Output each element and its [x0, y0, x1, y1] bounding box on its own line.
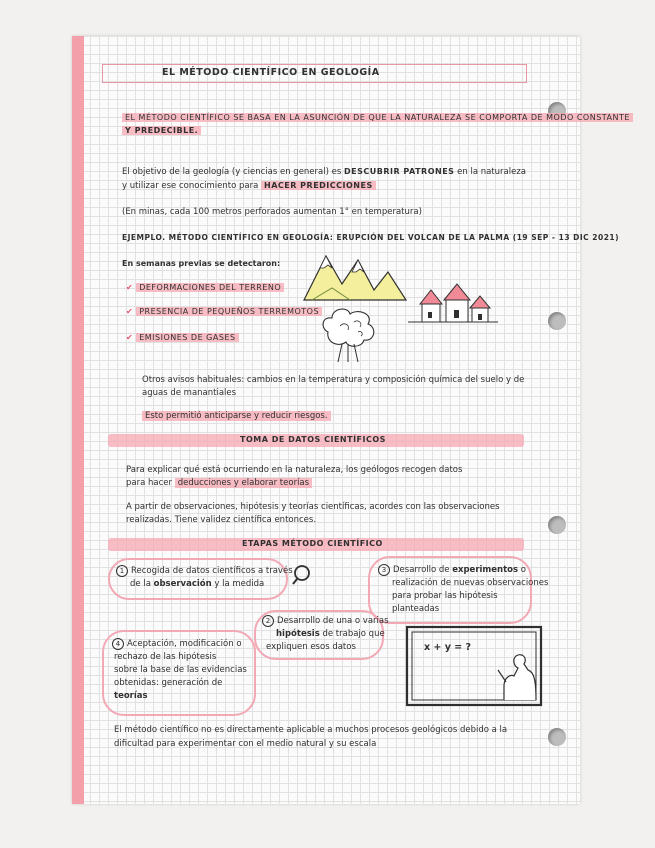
- section-title-stages: ETAPAS MÉTODO CIENTÍFICO: [242, 539, 383, 548]
- example-note: (En minas, cada 100 metros perforados aumentan 1° en temperatura): [122, 207, 422, 217]
- sign-item: ✔ DEFORMACIONES DEL TERRENO: [126, 282, 284, 294]
- stage-4-line-2: rechazo de las hipótesis: [114, 652, 217, 662]
- stage-2-line-1: 2 Desarrollo de una o varias: [262, 615, 389, 627]
- risk-line: Esto permitió anticiparse y reducir riesgos.: [142, 410, 331, 422]
- notebook-page: [72, 36, 630, 804]
- objective-line-2: y utilizar ese conocimiento para HACER PREDICCIONES: [122, 180, 376, 192]
- footer-line-2: dificultad para experimentar con el medio natural y su escala: [114, 739, 377, 749]
- smoke-plume-drawing: [318, 306, 382, 364]
- sign-item: ✔ EMISIONES DE GASES: [126, 332, 239, 344]
- stage-2-line-2: hipótesis de trabajo que: [276, 629, 385, 639]
- sign-item: ✔ PRESENCIA DE PEQUEÑOS TERREMOTOS: [126, 306, 322, 318]
- stage-4-line-3: sobre la base de las evidencias: [114, 665, 247, 675]
- stage-2-line-3: expliquen esos datos: [266, 642, 356, 652]
- footer-line-1: El método científico no es directamente aplicable a muchos procesos geológicos debido a la: [114, 725, 508, 735]
- stage-1-line-1: 1 Recogida de datos científicos a través: [116, 565, 293, 577]
- town-drawing: [408, 280, 500, 328]
- section-title-data: TOMA DE DATOS CIENTÍFICOS: [240, 435, 386, 444]
- weeks-before: En semanas previas se detectaron:: [122, 259, 281, 268]
- page-title: EL MÉTODO CIENTÍFICO EN GEOLOGÍA: [162, 67, 380, 78]
- stage-3-line-2: realización de nuevas observaciones: [392, 578, 549, 588]
- stage-4-line-5: teorías: [114, 691, 148, 701]
- stage-1-line-2: de la observación y la medida: [130, 579, 265, 589]
- binder-hole: [548, 312, 566, 330]
- other-signs-line-2: aguas de manantiales: [142, 388, 237, 398]
- from-obs-line-2: realizadas. Tiene validez científica entonces.: [126, 515, 317, 525]
- explain-line-2: para hacer deducciones y elaborar teorías: [126, 477, 312, 489]
- magnifier-icon: [292, 564, 314, 586]
- objective-line-1: El objetivo de la geología (y ciencias en general) es DESCUBRIR PATRONES en la naturaleza: [122, 167, 527, 177]
- binder-hole: [548, 516, 566, 534]
- stage-3-line-1: 3 Desarrollo de experimentos o: [378, 564, 526, 576]
- example-title: EJEMPLO. MÉTODO CIENTÍFICO EN GEOLOGÍA: ERUPCIÓN DEL VOLCAN DE LA PALMA (19 SEP - 13 DIC 2021): [122, 233, 620, 242]
- binder-hole: [548, 728, 566, 746]
- intro-line-2: Y PREDECIBLE.: [122, 125, 201, 137]
- explain-line-1: Para explicar qué está ocurriendo en la naturaleza, los geólogos recogen datos: [126, 465, 463, 475]
- stage-3-line-4: planteadas: [392, 604, 440, 614]
- stage-4-line-4: obtenidas: generación de: [114, 678, 223, 688]
- intro-line-1: EL MÉTODO CIENTÍFICO SE BASA EN LA ASUNCIÓN DE QUE LA NATURALEZA SE COMPORTA DE MODO CONSTANTE: [122, 112, 633, 124]
- stage-3-line-3: para probar las hipótesis: [392, 591, 498, 601]
- board-text: x + y = ?: [424, 642, 471, 653]
- from-obs-line-1: A partir de observaciones, hipótesis y teorías científicas, acordes con las observaciones: [126, 502, 500, 512]
- other-signs-line-1: Otros avisos habituales: cambios en la temperatura y composición química del suelo y de: [142, 375, 525, 385]
- margin-bar: [72, 36, 84, 804]
- stage-4-line-1: 4 Aceptación, modificación o: [112, 638, 242, 650]
- mountains-drawing: [302, 250, 412, 310]
- blackboard-drawing: [406, 626, 544, 708]
